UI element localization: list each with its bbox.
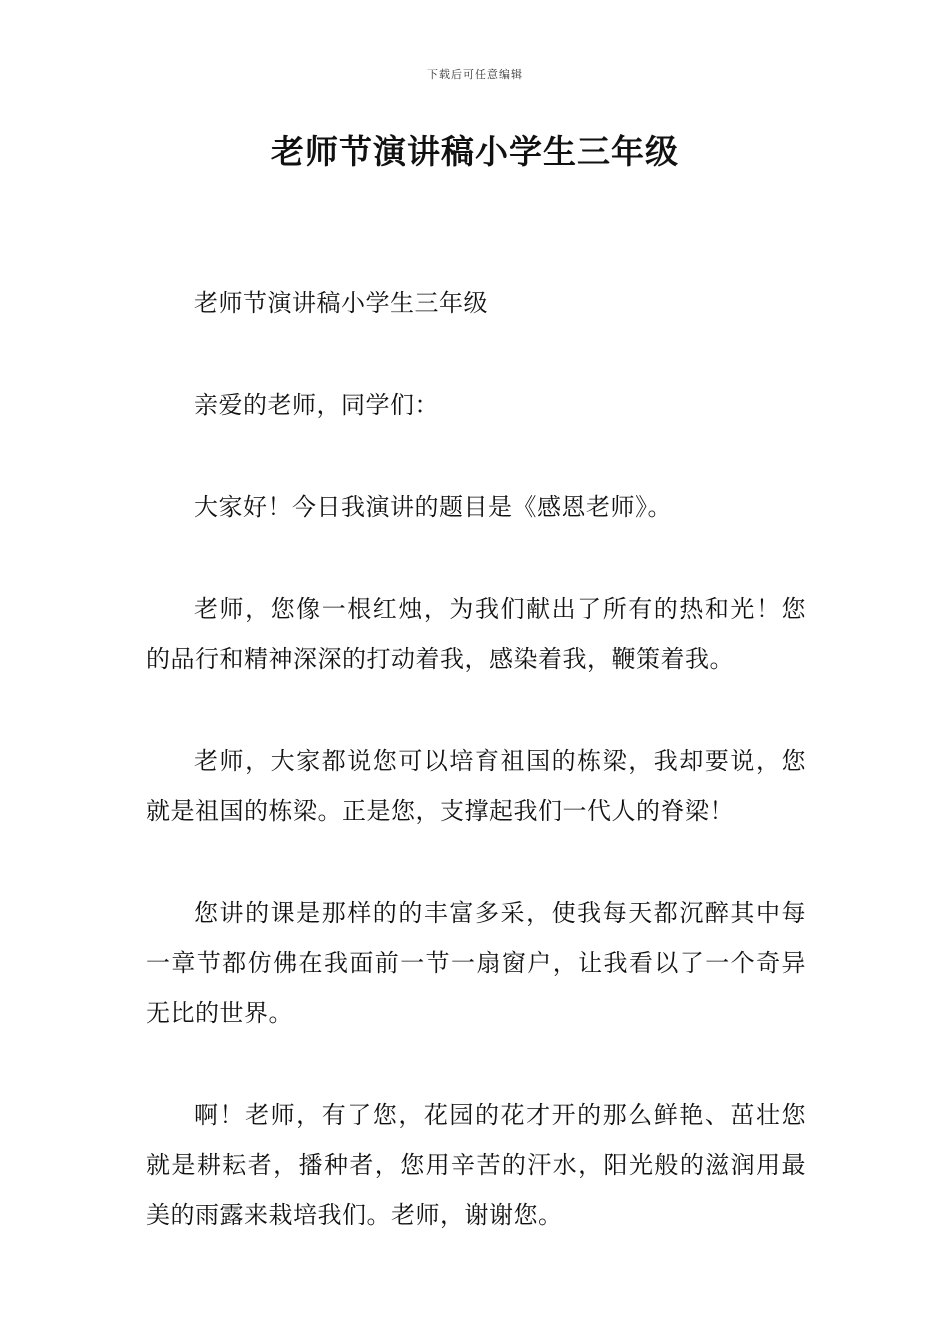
document-title: 老师节演讲稿小学生三年级 <box>271 132 679 171</box>
document-body <box>146 278 806 1292</box>
paragraph-greeting: 亲爱的老师，同学们： <box>194 391 439 419</box>
header-note: 下载后可任意编辑 <box>427 68 523 81</box>
paragraph-gardener: 啊！老师，有了您，花园的花才开的那么鲜艳、茁壮您就是耕耘者，播种者，您用辛苦的汗水，阳光般的滋润用最美的雨露来栽培我们。老师，谢谢您。 <box>146 1101 806 1229</box>
paragraph-pillar: 老师，大家都说您可以培育祖国的栋梁，我却要说，您就是祖国的栋梁。正是您，支撑起我们一代人的脊梁！ <box>146 747 806 825</box>
paragraph-intro: 大家好！今日我演讲的题目是《感恩老师》。 <box>194 493 672 521</box>
paragraph-subtitle: 老师节演讲稿小学生三年级 <box>194 289 488 317</box>
paragraph-candle: 老师，您像一根红烛，为我们献出了所有的热和光！您的品行和精神深深的打动着我，感染着我，鞭策着我。 <box>146 595 806 673</box>
paragraph-lessons: 您讲的课是那样的的丰富多采，使我每天都沉醉其中每一章节都仿佛在我面前一节一扇窗户，让我看以了一个奇异无比的世界。 <box>146 899 806 1027</box>
